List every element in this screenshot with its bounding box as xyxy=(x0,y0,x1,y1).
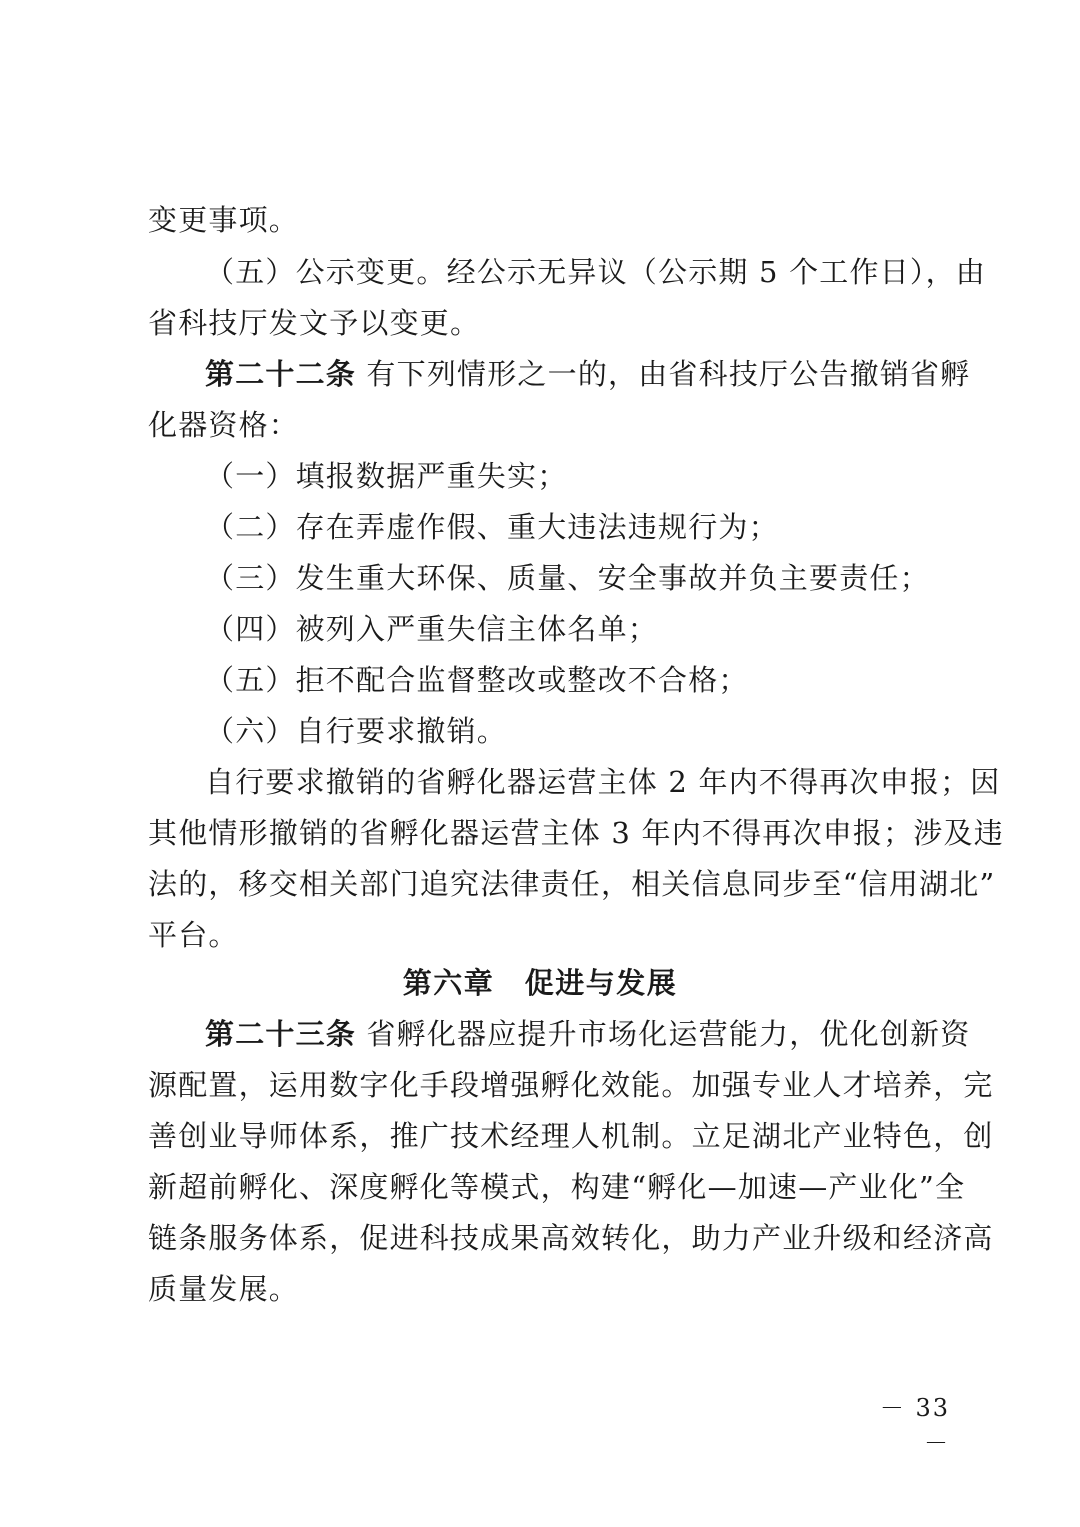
article-23-line xyxy=(205,1017,971,1051)
article-23-text: 省孵化器应提升市场化运营能力，优化创新资 xyxy=(356,1017,971,1051)
list-item: （四）被列入严重失信主体名单； xyxy=(205,612,659,646)
text-line: 其他情形撤销的省孵化器运营主体 3 年内不得再次申报；涉及违 xyxy=(148,816,1004,850)
text-line: 质量发展。 xyxy=(148,1272,300,1306)
list-item: （一）填报数据严重失实； xyxy=(205,459,568,493)
chapter-heading: 第六章 促进与发展 xyxy=(402,966,678,1000)
text-line: 化器资格： xyxy=(148,408,300,442)
text-line: 善创业导师体系，推广技术经理人机制。立足湖北产业特色，创 xyxy=(148,1119,994,1153)
article-22-text: 有下列情形之一的，由省科技厅公告撤销省孵 xyxy=(356,357,971,391)
text-line: 变更事项。 xyxy=(148,203,300,237)
list-item: （五）拒不配合监督整改或整改不合格； xyxy=(205,663,749,697)
text-line: 链条服务体系，促进科技成果高效转化，助力产业升级和经济高 xyxy=(148,1221,994,1255)
text-line: 省科技厅发文予以变更。 xyxy=(148,306,481,340)
text-line: 平台。 xyxy=(148,918,239,952)
article-22-title: 第二十二条 xyxy=(205,357,357,391)
text-line: 新超前孵化、深度孵化等模式，构建“孵化—加速—产业化”全 xyxy=(148,1170,966,1204)
text-line: 自行要求撤销的省孵化器运营主体 2 年内不得再次申报；因 xyxy=(205,765,1001,799)
text-line: 源配置，运用数字化手段增强孵化效能。加强专业人才培养，完 xyxy=(148,1068,994,1102)
list-item: （六）自行要求撤销。 xyxy=(205,714,508,748)
article-22-line xyxy=(205,357,971,391)
article-23-title: 第二十三条 xyxy=(205,1017,357,1051)
text-line: （五）公示变更。经公示无异议（公示期 5 个工作日），由 xyxy=(205,255,986,289)
list-item: （三）发生重大环保、质量、安全事故并负主要责任； xyxy=(205,561,930,595)
text-line: 法的，移交相关部门追究法律责任，相关信息同步至“信用湖北” xyxy=(148,867,996,901)
list-item: （二）存在弄虚作假、重大违法违规行为； xyxy=(205,510,779,544)
page-number: － 33 － xyxy=(879,1394,950,1457)
